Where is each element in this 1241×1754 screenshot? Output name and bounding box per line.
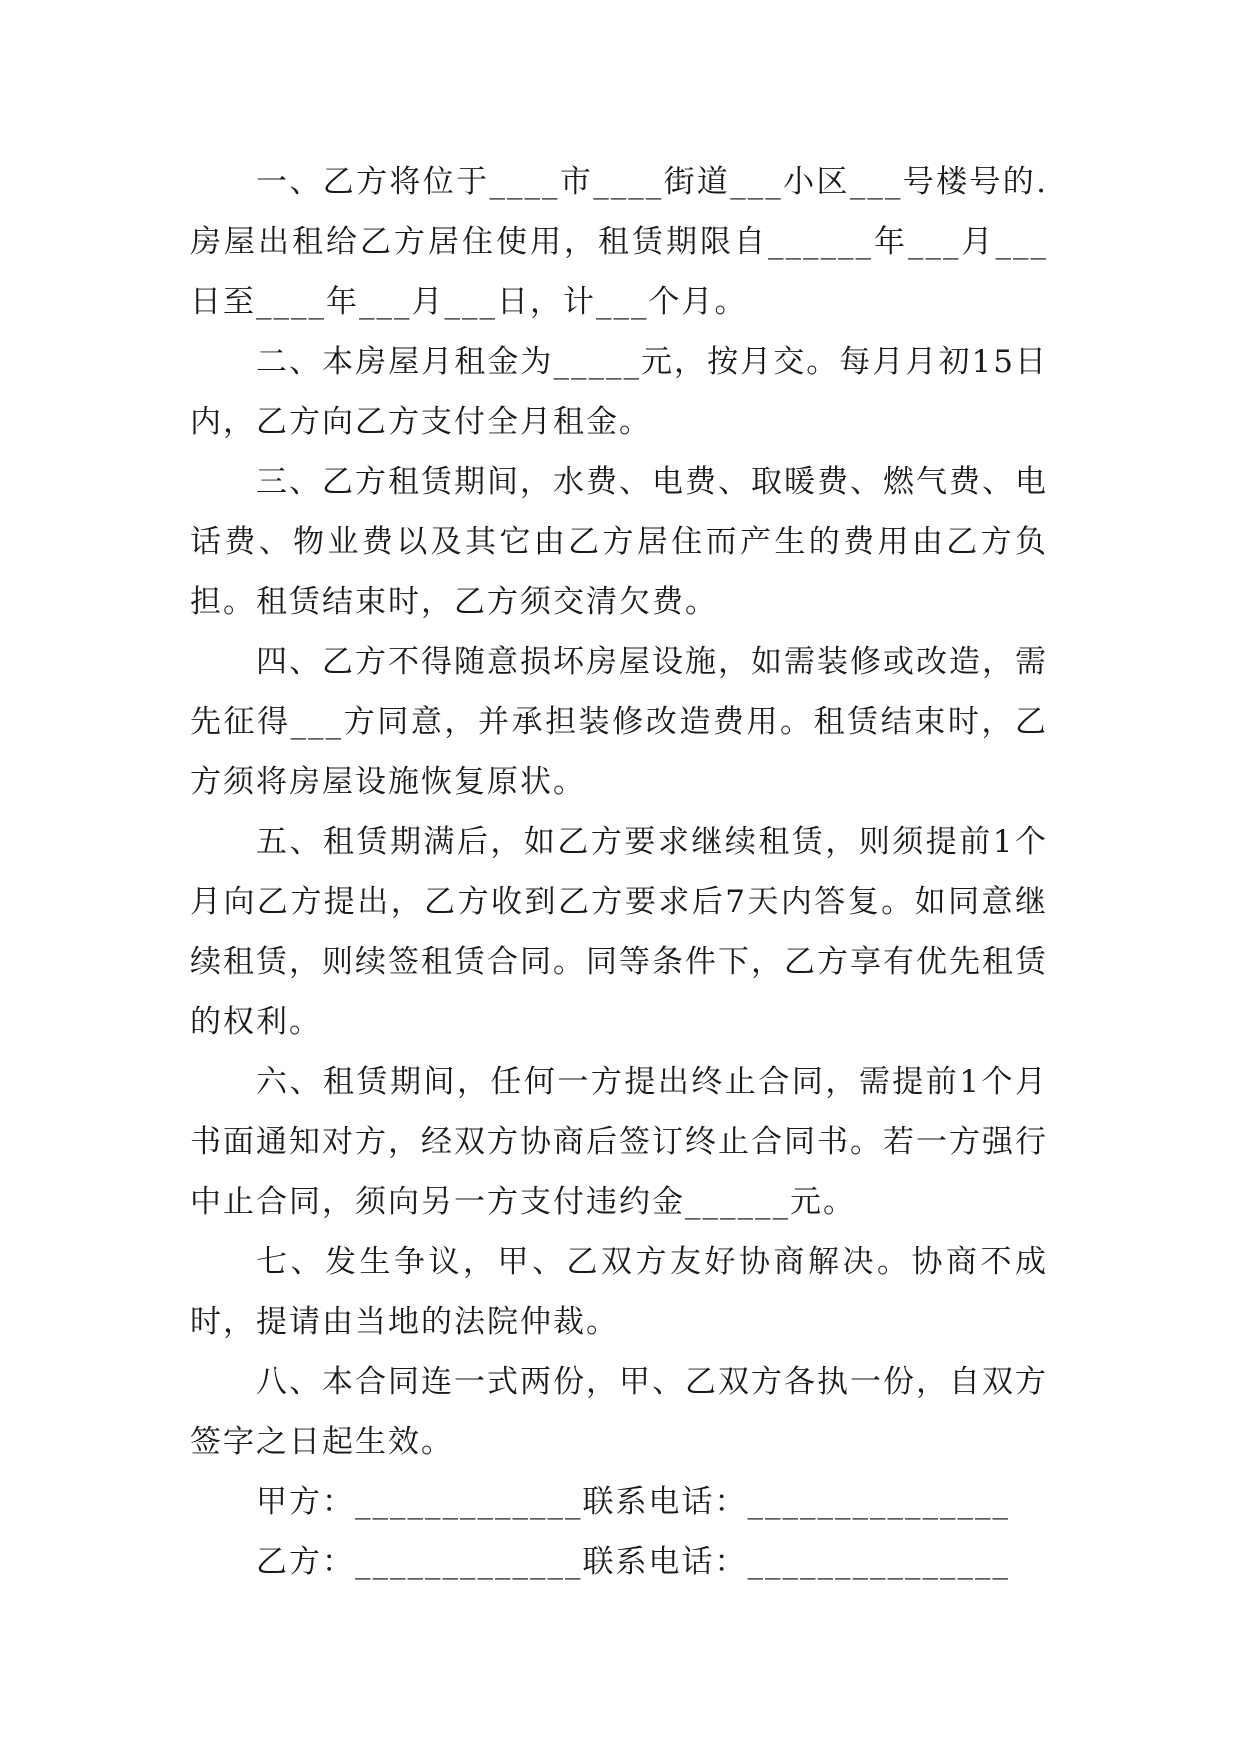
clause-3: 三、乙方租赁期间，水费、电费、取暖费、燃气费、电话费、物业费以及其它由乙方居住而产生的费用由乙方负担。租赁结束时，乙方须交清欠费。 (190, 464, 1048, 620)
clause-4: 四、乙方不得随意损坏房屋设施，如需装修或改造，需先征得___方同意，并承担装修改造费用。租赁结束时，乙方须将房屋设施恢复原状。 (190, 644, 1048, 800)
party-b-signature-line: 乙方：_____________联系电话：_______________ (256, 1544, 1010, 1580)
clause-1: 一、乙方将位于____市____街道___小区___号楼号的.房屋出租给乙方居住使用，租赁期限自______年___月___日至____年___月___日，计___个月。 (190, 164, 1048, 320)
party-a-signature-line: 甲方：_____________联系电话：_______________ (256, 1484, 1010, 1520)
clause-2: 二、本房屋月租金为_____元，按月交。每月月初15日内，乙方向乙方支付全月租金。 (190, 344, 1048, 440)
clause-5: 五、租赁期满后，如乙方要求继续租赁，则须提前1个月向乙方提出，乙方收到乙方要求后7天内答复。如同意继续租赁，则续签租赁合同。同等条件下，乙方享有优先租赁的权利。 (190, 824, 1048, 1040)
contract-body (190, 152, 1048, 1592)
clause-6: 六、租赁期间，任何一方提出终止合同，需提前1个月书面通知对方，经双方协商后签订终止合同书。若一方强行中止合同，须向另一方支付违约金______元。 (190, 1064, 1048, 1220)
clause-7: 七、发生争议，甲、乙双方友好协商解决。协商不成时，提请由当地的法院仲裁。 (190, 1244, 1048, 1340)
clause-8: 八、本合同连一式两份，甲、乙双方各执一份，自双方签字之日起生效。 (190, 1364, 1048, 1460)
